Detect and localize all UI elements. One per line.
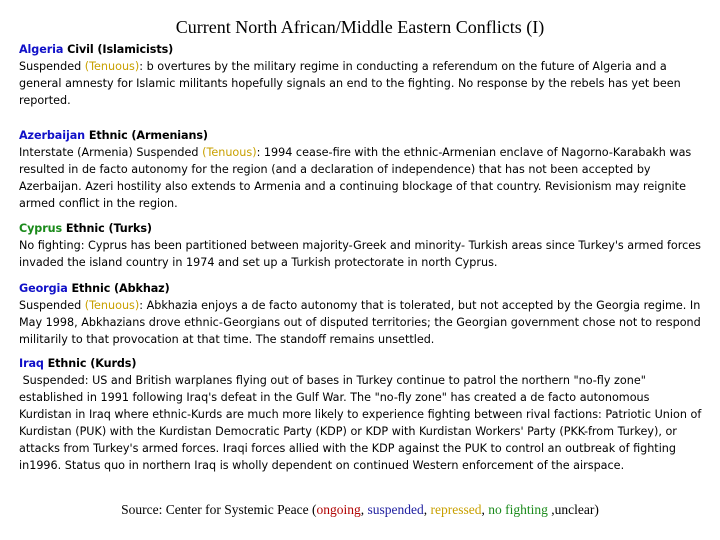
conflict-entry-iraq — [19, 355, 703, 474]
entry-heading — [19, 41, 703, 58]
separator: , — [481, 502, 489, 517]
page-title: Current North African/Middle Eastern Conflicts (I) — [175, 17, 545, 37]
conflict-entry-cyprus — [19, 220, 703, 271]
entry-heading — [19, 355, 703, 372]
status-tenuous: (Tenuous) — [84, 60, 140, 73]
legend-ongoing: ongoing — [316, 502, 361, 517]
country-name: Cyprus — [19, 222, 63, 235]
source-citation — [0, 502, 720, 518]
entry-description: No fighting: Cyprus has been partitioned between majority-Greek and minority- Turkish areas since Turkey's armed forces invaded the island country in 1974 and set up a Turkish protectorate in north Cyprus. — [19, 239, 701, 269]
country-name: Algeria — [19, 43, 64, 56]
legend-suspended: suspended — [367, 502, 424, 517]
source-prefix: Source: Center for Systemic Peace ( — [121, 502, 317, 517]
legend-no-fighting: no fighting — [488, 502, 548, 517]
separator: , — [423, 502, 431, 517]
description-text: : Abkhazia enjoys a de facto autonomy that is tolerated, but not accepted by the Georgia regime. In May 1998, Abkhazians drove ethnic-Georgians out of disputed territories; the Georgian government chose not to respond militarily to that provocation at that time. The standoff remains unsettled. — [19, 299, 701, 346]
entry-description — [19, 297, 703, 348]
entry-heading — [19, 127, 703, 144]
entry-heading — [19, 280, 703, 297]
entry-description — [19, 58, 703, 109]
country-name: Iraq — [19, 357, 44, 370]
conflict-type: Ethnic (Armenians) — [88, 129, 208, 142]
entry-description — [19, 144, 703, 212]
conflict-entry-azerbaijan — [19, 127, 703, 212]
conflict-type: Civil (Islamicists) — [67, 43, 174, 56]
status-prefix: Suspended — [19, 299, 85, 312]
description-text: : b overtures by the military regime in conducting a referendum on the future of Algeria and a general amnesty for Islamic militants hopefully signals an end to the fighting. No response by the rebels has yet been reported. — [19, 60, 681, 107]
country-name: Azerbaijan — [19, 129, 86, 142]
entry-heading — [19, 220, 703, 237]
status-prefix: Interstate (Armenia) Suspended — [19, 146, 203, 159]
entry-description: Suspended: US and British warplanes flying out of bases in Turkey continue to patrol the northern "no-fly zone" established in 1991 following Iraq's defeat in the Gulf War. The "no-fly zone" has created a de facto autonomous Kurdistan in Iraq where ethnic-Kurds are much more likely to experience fighting between rival factions: Patriotic Union of Kurdistan (PUK) with the Kurdistan Democratic Party (KDP) or KDP with Kurdistan Workers' Party (PKK-from Turkey), or attacks from Turkey's armed forces. Iraqi forces allied with the KDP against the PUK to control an outbreak of fighting in1996. Status quo in northern Iraq is wholly dependent on continued Western enforcement of the airspace. — [19, 374, 705, 472]
conflict-entry-algeria — [19, 41, 703, 109]
separator: , — [360, 502, 368, 517]
status-prefix: Suspended — [19, 60, 85, 73]
conflict-type: Ethnic (Turks) — [65, 222, 152, 235]
description-text: : 1994 cease-fire with the ethnic-Armenian enclave of Nagorno-Karabakh was resulted in de facto autonomy for the region (and a declaration of independence) that has not been accepted by Azerbaijan. Azeri hostility also extends to Armenia and a continuing blockage of that country. Revisionism may reignite armed conflict in the region. — [19, 146, 692, 210]
conflict-type: Ethnic (Abkhaz) — [71, 282, 170, 295]
status-tenuous: (Tenuous) — [202, 146, 257, 159]
conflict-type: Ethnic (Kurds) — [47, 357, 137, 370]
source-suffix: ,unclear) — [547, 502, 599, 517]
country-name: Georgia — [19, 282, 68, 295]
legend-repressed: repressed — [430, 502, 482, 517]
status-tenuous: (Tenuous) — [84, 299, 140, 312]
conflict-entry-georgia — [19, 280, 703, 348]
